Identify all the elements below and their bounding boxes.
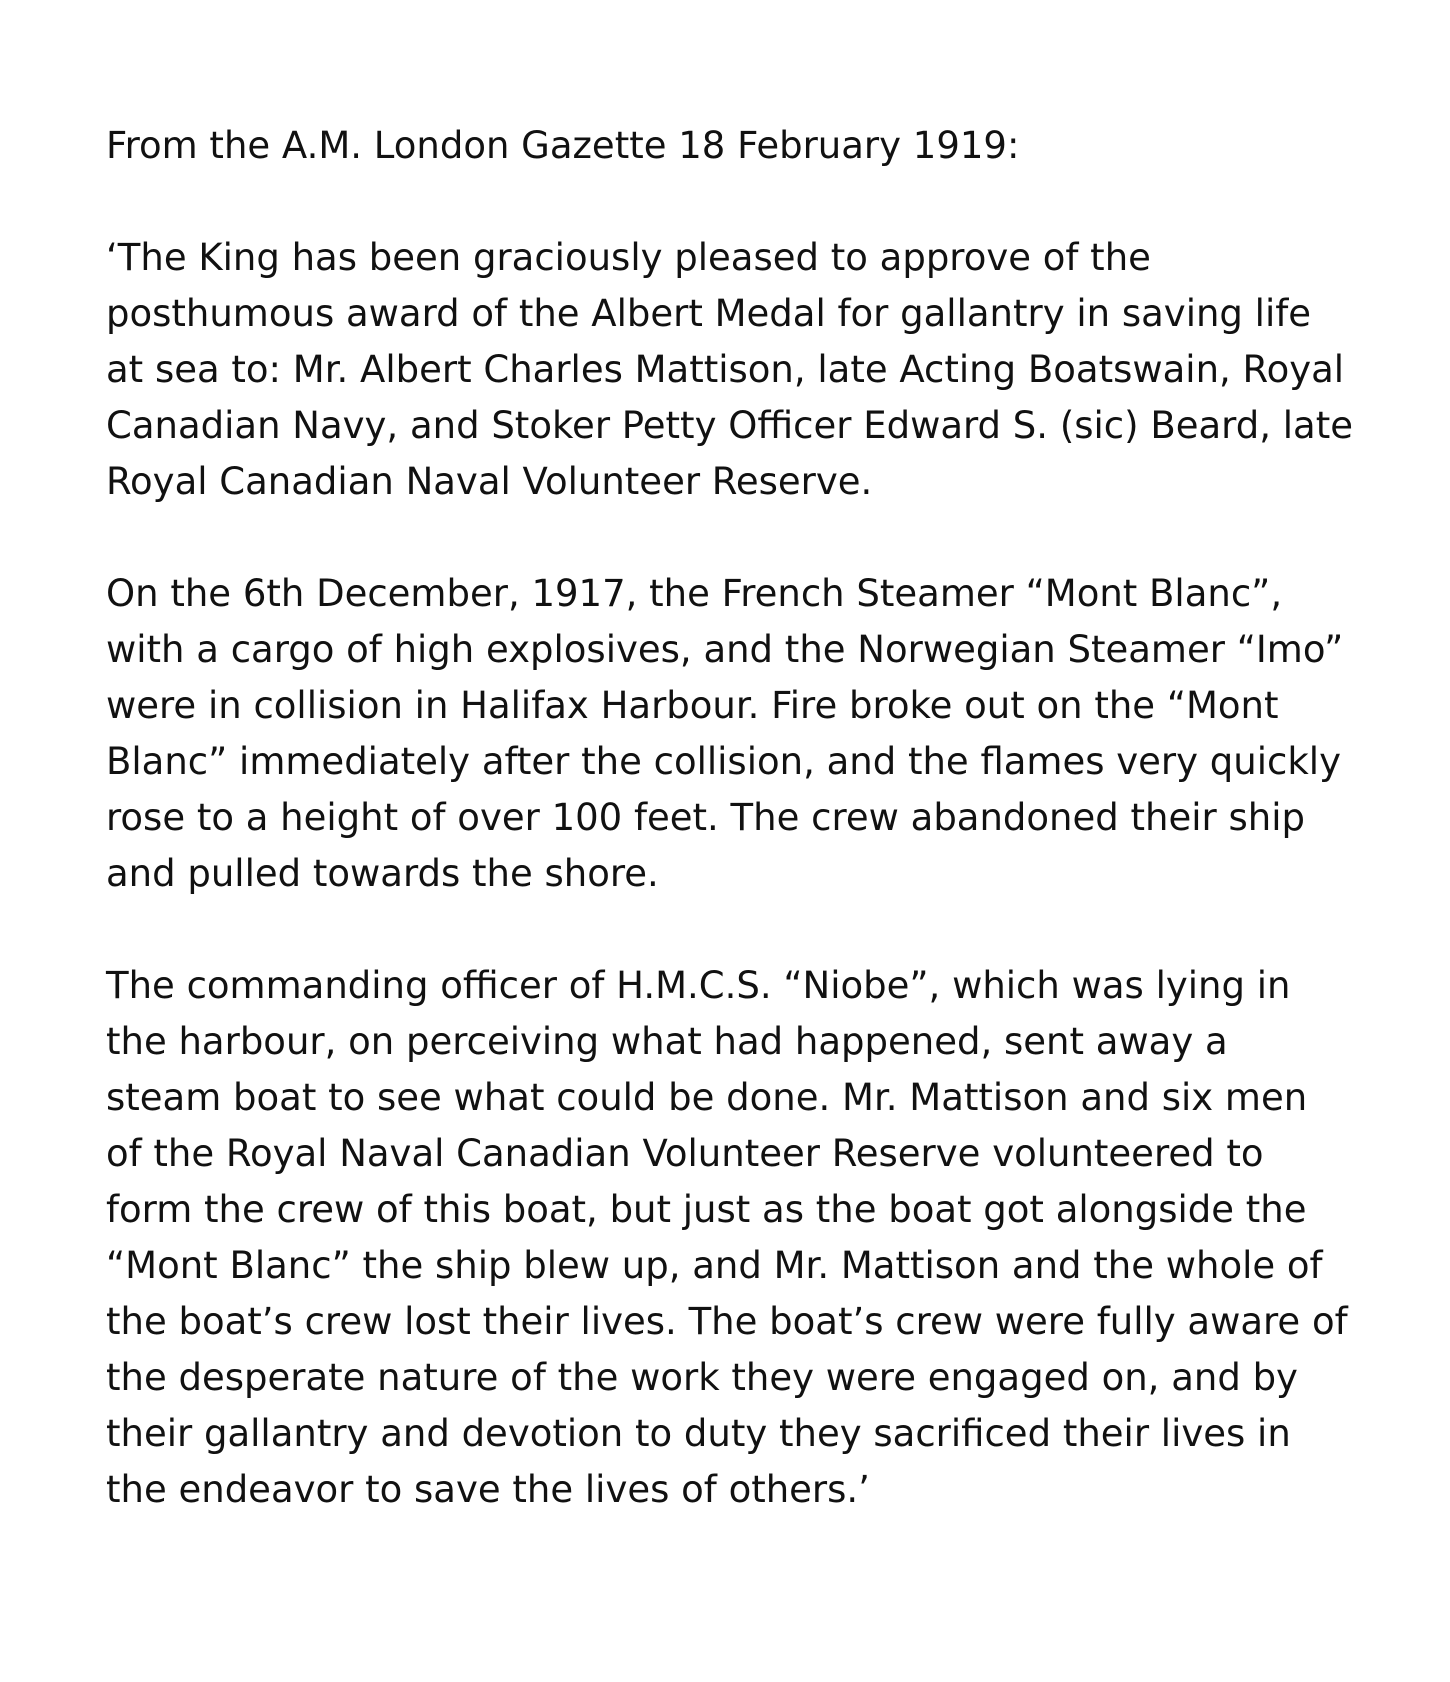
- text-line: and pulled towards the shore.: [106, 852, 659, 895]
- text-line: the endeavor to save the lives of others.’: [106, 1468, 870, 1511]
- document-page: [106, 118, 1353, 1518]
- text-line: with a cargo of high explosives, and the Norwegian Steamer “Imo”: [106, 628, 1344, 671]
- text-line: at sea to: Mr. Albert Charles Mattison, late Acting Boatswain, Royal: [106, 348, 1345, 391]
- intro-line: From the A.M. London Gazette 18 February 1919:: [106, 124, 1020, 167]
- text-line: the harbour, on perceiving what had happened, sent away a: [106, 1020, 1228, 1063]
- paragraph-gap: [106, 510, 1346, 566]
- paragraph-rescue: [106, 958, 1346, 1518]
- text-line: Royal Canadian Naval Volunteer Reserve.: [106, 460, 873, 503]
- text-line: “Mont Blanc” the ship blew up, and Mr. Mattison and the whole of: [106, 1244, 1323, 1287]
- paragraph-award: [106, 230, 1353, 510]
- paragraph-collision: [106, 566, 1346, 902]
- text-line: were in collision in Halifax Harbour. Fire broke out on the “Mont: [106, 684, 1279, 727]
- text-line: ‘The King has been graciously pleased to approve of the: [106, 236, 1151, 279]
- text-line: form the crew of this boat, but just as the boat got alongside the: [106, 1188, 1307, 1231]
- text-line: the boat’s crew lost their lives. The boat’s crew were fully aware of: [106, 1300, 1348, 1343]
- paragraph-gap: [106, 174, 1346, 230]
- text-line: posthumous award of the Albert Medal for gallantry in saving life: [106, 292, 1312, 335]
- paragraph-gap: [106, 902, 1346, 958]
- text-line: The commanding officer of H.M.C.S. “Niobe”, which was lying in: [106, 964, 1291, 1007]
- text-line: Blanc” immediately after the collision, and the flames very quickly: [106, 740, 1341, 783]
- text-line: the desperate nature of the work they were engaged on, and by: [106, 1356, 1298, 1399]
- text-line: of the Royal Naval Canadian Volunteer Reserve volunteered to: [106, 1132, 1264, 1175]
- text-line: rose to a height of over 100 feet. The crew abandoned their ship: [106, 796, 1305, 839]
- text-line: steam boat to see what could be done. Mr. Mattison and six men: [106, 1076, 1308, 1119]
- text-line: their gallantry and devotion to duty they sacrificed their lives in: [106, 1412, 1291, 1455]
- text-line: On the 6th December, 1917, the French Steamer “Mont Blanc”,: [106, 572, 1283, 615]
- text-line: Canadian Navy, and Stoker Petty Officer Edward S. (sic) Beard, late: [106, 404, 1353, 447]
